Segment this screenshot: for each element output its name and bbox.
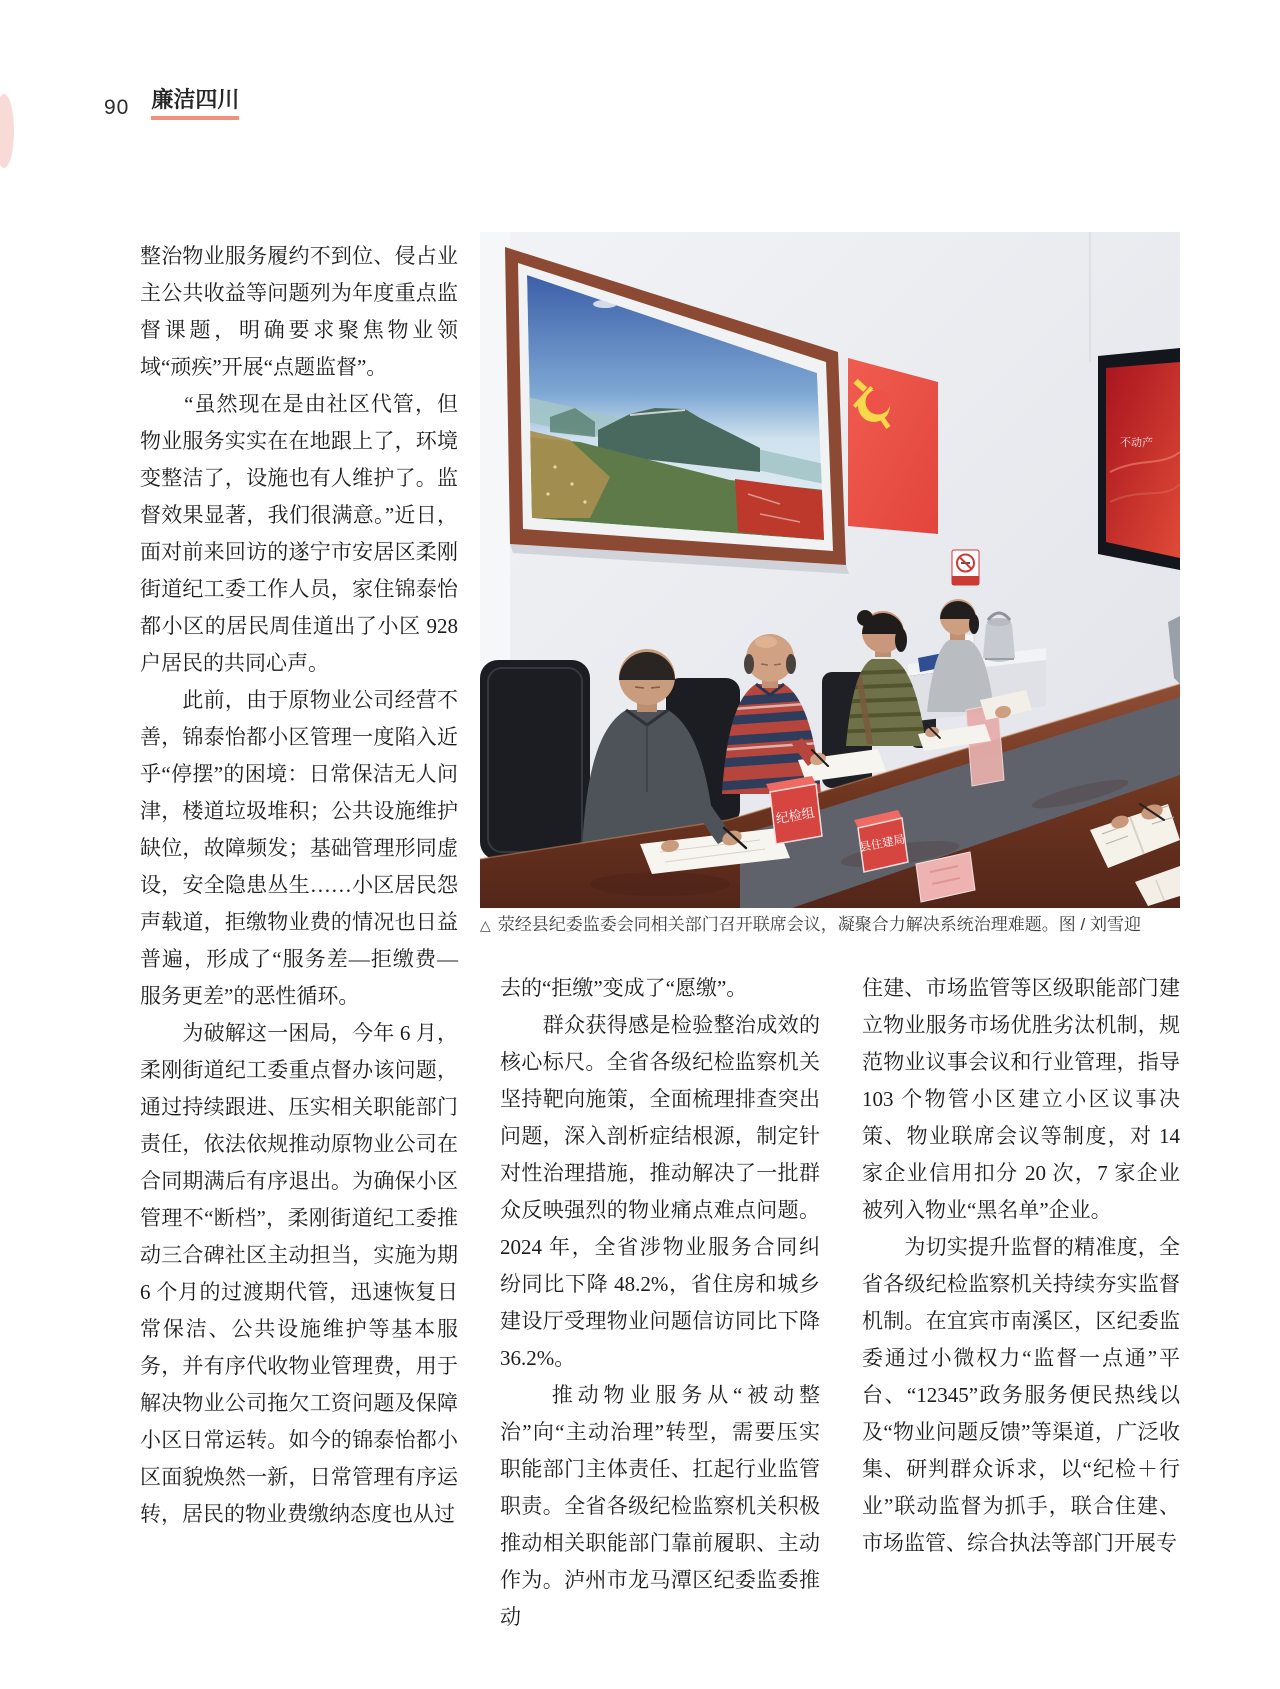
name-tag-label: 县住建局 <box>858 833 907 855</box>
paragraph: 推动物业服务从“被动整治”向“主动治理”转型，需要压实职能部门主体责任、扛起行业监管职责。全省各级纪检监察机关积极推动相关职能部门靠前履职、主动作为。泸州市龙马潭区纪委监委推动 <box>500 1383 820 1629</box>
paragraph: 去的“拒缴”变成了“愿缴”。 <box>500 976 748 1000</box>
paragraph: 为切实提升监督的精准度，全省各级纪检监察机关持续夯实监督机制。在宜宾市南溪区，区纪委监委通过小微权力“监督一点通”平台、“12345”政务服务便民热线以及“物业问题反馈”等渠道，广泛收集、研判群众诉求，以“纪检＋行业”联动监督为抓手，联合住建、市场监管、综合执法等部门开展专 <box>862 1235 1180 1555</box>
paragraph: 整治物业服务履约不到位、侵占业主公共收益等问题列为年度重点监督课题，明确要求聚焦物业领域“顽疾”开展“点题监督”。 <box>140 244 458 379</box>
paragraph: 此前，由于原物业公司经营不善，锦泰怡都小区管理一度陷入近乎“停摆”的困境：日常保洁无人问津，楼道垃圾堆积；公共设施维护缺位，故障频发；基础管理形同虚设，安全隐患丛生……小区居民怨声载道，拒缴物业费的情况也日益普遍，形成了“服务差—拒缴费—服务更差”的恶性循环。 <box>140 688 458 1008</box>
screen-text: 不动产 <box>1120 437 1153 449</box>
caption-triangle-icon: △ <box>480 917 491 933</box>
name-tag-label: 纪检组 <box>774 804 816 827</box>
article-column-middle <box>500 970 820 1636</box>
party-flag <box>848 358 938 534</box>
paragraph: 为破解这一困局，今年 6 月，柔刚街道纪工委重点督办该问题，通过持续跟进、压实相关职能部门责任，依法依规推动原物业公司在合同期满后有序退出。为确保小区管理不“断档”，柔刚街道纪工委推动三合碑社区主动担当，实施为期 6 个月的过渡期代管，迅速恢复日常保洁、公共设施维护等基本服务，并有序代收物业管理费，用于解决物业公司拖欠工资问题及保障小区日常运转。如今的锦泰怡都小区面貌焕然一新，日常管理有序运转，居民的物业费缴纳态度也从过 <box>140 1021 458 1526</box>
caption-text: 荥经县纪委监委会同相关部门召开联席会议，凝聚合力解决系统治理难题。图 / 刘雪迎 <box>497 915 1141 934</box>
photo-caption <box>480 914 1180 936</box>
paragraph: “虽然现在是由社区代管，但物业服务实实在在地跟上了，环境变整洁了，设施也有人维护了。监督效果显著，我们很满意。”近日，面对前来回访的遂宁市安居区柔刚街道纪工委工作人员，家住锦泰怡都小区的居民周佳道出了小区 928 户居民的共同心声。 <box>140 392 458 675</box>
name-tag <box>854 810 908 872</box>
page-header <box>104 88 239 120</box>
name-tag <box>766 776 822 844</box>
tv-screen <box>1098 348 1180 570</box>
no-smoking-sign <box>952 550 979 585</box>
magazine-title: 廉洁四川 <box>151 88 239 120</box>
article-column-left <box>140 238 458 1533</box>
page-number: 90 <box>104 96 130 120</box>
page-edge-mark <box>0 94 14 168</box>
paragraph: 群众获得感是检验整治成效的核心标尺。全省各级纪检监察机关坚持靶向施策，全面梳理排查突出问题，深入剖析症结根源，制定针对性治理措施，推动解决了一批群众反映强烈的物业痛点难点问题。2024 年，全省涉物业服务合同纠纷同比下降 48.2%，省住房和城乡建设厅受理物业问题信访同比下降 36.2%。 <box>500 1013 820 1370</box>
article-column-right <box>862 970 1180 1562</box>
paragraph: 住建、市场监管等区级职能部门建立物业服务市场优胜劣汰机制，规范物业议事会议和行业管理，指导 103 个物管小区建立小区议事决策、物业联席会议等制度，对 14 家企业信用扣分 20 次，7 家企业被列入物业“黑名单”企业。 <box>862 976 1180 1222</box>
conference-photo <box>480 232 1180 908</box>
